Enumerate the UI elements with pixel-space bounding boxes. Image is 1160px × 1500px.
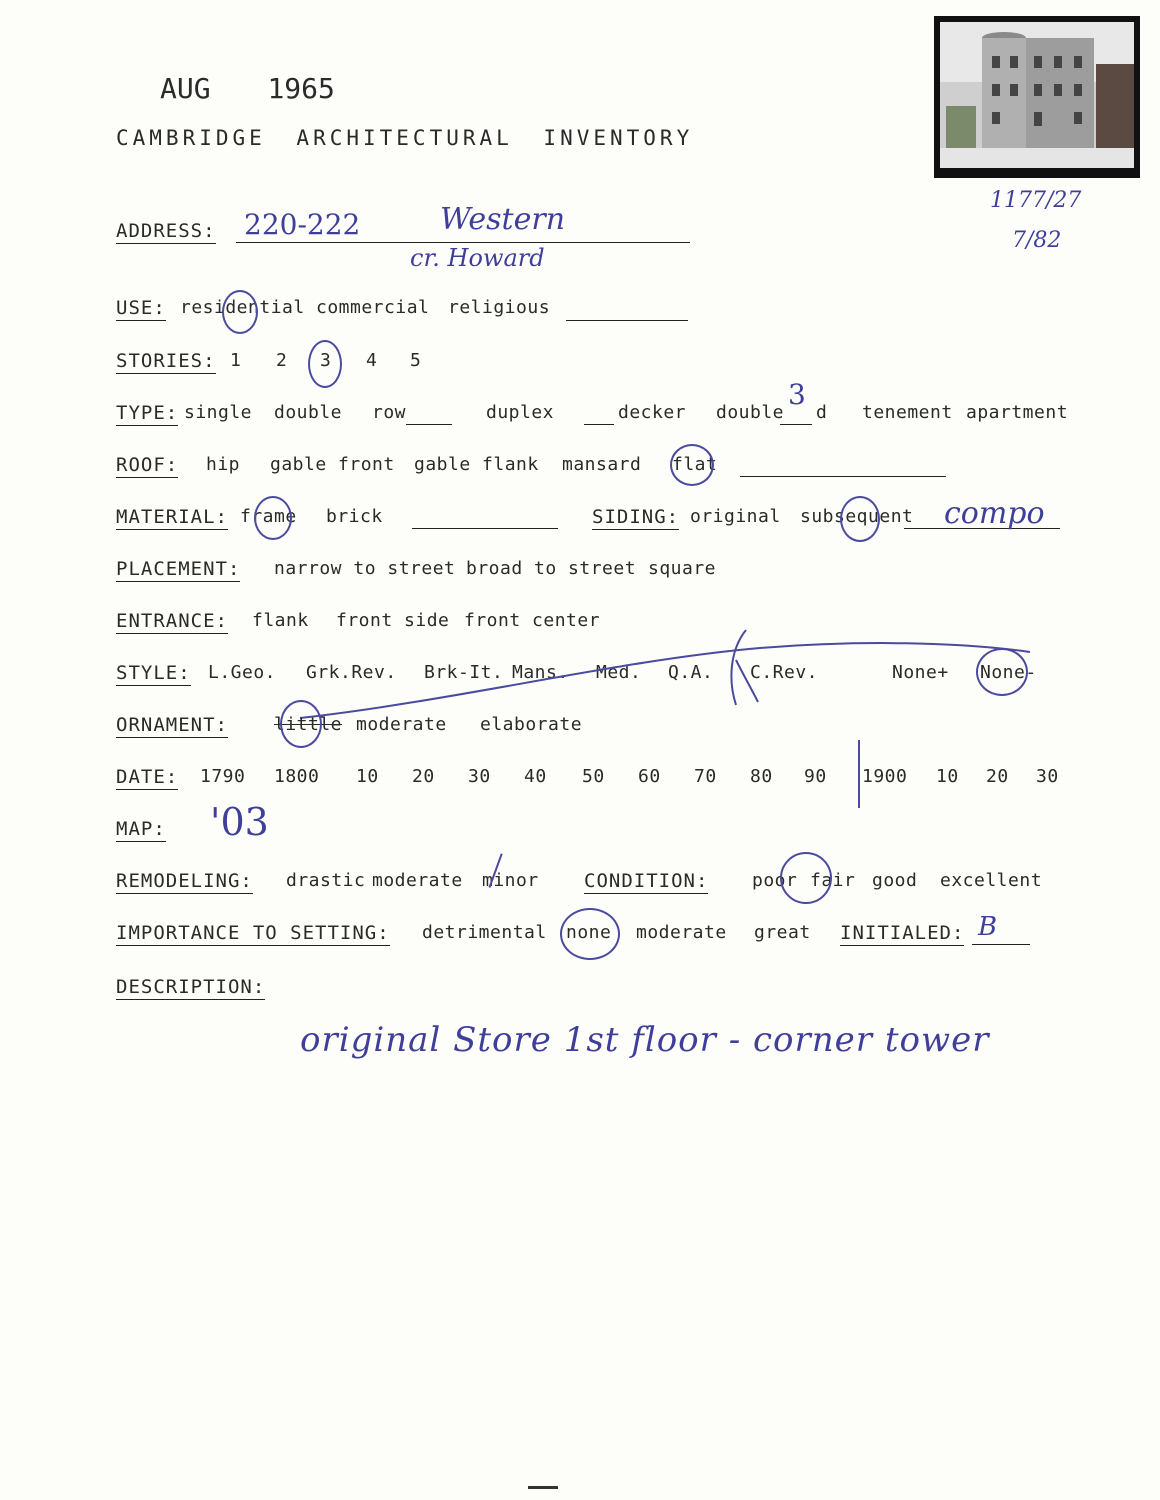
date-option-1860[interactable]: 60 (638, 766, 661, 787)
condition-selected-mark (780, 852, 832, 904)
type-label: TYPE: (116, 402, 179, 424)
siding-option-subsequent[interactable]: subsequent (800, 506, 914, 527)
type-handwritten: 3 (788, 378, 806, 411)
use-label: USE: (116, 297, 166, 319)
date-option-1840[interactable]: 40 (524, 766, 547, 787)
siding-option-original[interactable]: original (690, 506, 781, 527)
entrance-option-front-side[interactable]: front side (336, 610, 450, 631)
type-option-d: d (816, 402, 828, 423)
style-option-none-plus[interactable]: None+ (892, 662, 949, 683)
initialed-handwritten: B (978, 912, 998, 942)
stories-option-1[interactable]: 1 (230, 350, 242, 371)
roof-label: ROOF: (116, 454, 179, 476)
placement-option-square[interactable]: square (648, 558, 717, 579)
type-option-double[interactable]: double (274, 402, 343, 423)
placement-label: PLACEMENT: (116, 558, 241, 580)
stories-option-5[interactable]: 5 (410, 350, 422, 371)
date-label: DATE: (116, 766, 179, 788)
date-option-1820[interactable]: 20 (412, 766, 435, 787)
map-label: MAP: (116, 818, 166, 840)
type-option-double-d[interactable]: double (716, 402, 785, 423)
date-option-1830[interactable]: 30 (468, 766, 491, 787)
roof-option-mansard[interactable]: mansard (562, 454, 642, 475)
type-option-tenement[interactable]: tenement (862, 402, 953, 423)
entrance-option-front-center[interactable]: front center (464, 610, 601, 631)
roof-option-hip[interactable]: hip (206, 454, 241, 475)
use-option-residential[interactable]: residential (180, 297, 305, 318)
date-option-1880[interactable]: 80 (750, 766, 773, 787)
remodeling-option-drastic[interactable]: drastic (286, 870, 366, 891)
type-option-decker[interactable]: decker (618, 402, 687, 423)
style-option-mans[interactable]: Mans. (512, 662, 569, 683)
condition-option-excellent[interactable]: excellent (940, 870, 1043, 891)
entrance-option-flank[interactable]: flank (252, 610, 309, 631)
address-number: 220-222 (244, 208, 361, 241)
date-option-1890[interactable]: 90 (804, 766, 827, 787)
condition-option-poor[interactable]: poor (752, 870, 798, 891)
stories-option-3[interactable]: 3 (320, 350, 332, 371)
style-option-med[interactable]: Med. (596, 662, 642, 683)
initialed-label: INITIALED: (840, 922, 965, 944)
type-option-duplex[interactable]: duplex (486, 402, 555, 423)
date-option-1900[interactable]: 1900 (862, 766, 908, 787)
type-option-row[interactable]: row (372, 402, 407, 423)
style-option-grkrev[interactable]: Grk.Rev. (306, 662, 397, 683)
date-option-1790[interactable]: 1790 (200, 766, 246, 787)
margin-note-ref2: 7/82 (1012, 228, 1062, 253)
entrance-label: ENTRANCE: (116, 610, 228, 632)
date-option-1810[interactable]: 10 (356, 766, 379, 787)
date-option-1930[interactable]: 30 (1036, 766, 1059, 787)
stories-option-2[interactable]: 2 (276, 350, 288, 371)
style-option-lgeo[interactable]: L.Geo. (208, 662, 277, 683)
roof-option-flat[interactable]: flat (672, 454, 718, 475)
date-option-1910[interactable]: 10 (936, 766, 959, 787)
initialed-line[interactable] (972, 944, 1030, 945)
header-month: AUG (160, 72, 211, 105)
ornament-selected-mark (280, 700, 322, 748)
date-option-1850[interactable]: 50 (582, 766, 605, 787)
stories-label: STORIES: (116, 350, 216, 372)
placement-option-broad[interactable]: broad to street (466, 558, 637, 579)
map-handwritten: '03 (210, 800, 269, 844)
style-label: STYLE: (116, 662, 191, 684)
remodeling-label: REMODELING: (116, 870, 253, 892)
ornament-option-moderate[interactable]: moderate (356, 714, 447, 735)
type-option-single[interactable]: single (184, 402, 253, 423)
ornament-option-little[interactable]: little (274, 714, 343, 735)
siding-handwritten: compo (944, 496, 1045, 531)
importance-label: IMPORTANCE TO SETTING: (116, 922, 390, 944)
placement-option-narrow[interactable]: narrow to street (274, 558, 456, 579)
siding-label: SIDING: (592, 506, 680, 528)
use-option-commercial[interactable]: commercial (316, 297, 430, 318)
description-handwritten: original Store 1st floor - corner tower (300, 1020, 990, 1060)
address-street: Western (440, 202, 566, 237)
use-option-religious[interactable]: religious (448, 297, 551, 318)
remodeling-option-moderate[interactable]: moderate (372, 870, 463, 891)
ornament-label: ORNAMENT: (116, 714, 228, 736)
description-label: DESCRIPTION: (116, 976, 266, 998)
header-year: 1965 (267, 72, 335, 105)
form-title: CAMBRIDGE ARCHITECTURAL INVENTORY (116, 126, 694, 150)
importance-option-moderate[interactable]: moderate (636, 922, 727, 943)
style-option-brkit[interactable]: Brk-It. (424, 662, 504, 683)
scan-mark (528, 1486, 558, 1489)
condition-option-fair[interactable]: fair (810, 870, 856, 891)
date-option-1870[interactable]: 70 (694, 766, 717, 787)
style-option-qa[interactable]: Q.A. (668, 662, 714, 683)
importance-option-great[interactable]: great (754, 922, 811, 943)
roof-option-gable-front[interactable]: gable front (270, 454, 395, 475)
address-corner: cr. Howard (410, 244, 545, 272)
type-option-apartment[interactable]: apartment (966, 402, 1069, 423)
importance-selected-mark (560, 908, 620, 960)
date-option-1800[interactable]: 1800 (274, 766, 320, 787)
material-option-brick[interactable]: brick (326, 506, 383, 527)
address-label: ADDRESS: (116, 220, 216, 242)
remodeling-option-minor[interactable]: minor (482, 870, 539, 891)
condition-label: CONDITION: (584, 870, 709, 892)
date-option-1920[interactable]: 20 (986, 766, 1009, 787)
importance-option-none[interactable]: none (566, 922, 612, 943)
material-option-frame[interactable]: frame (240, 506, 297, 527)
importance-option-detrimental[interactable]: detrimental (422, 922, 547, 943)
margin-note-ref1: 1177/27 (990, 188, 1082, 213)
date-selected-mark (858, 740, 860, 808)
material-label: MATERIAL: (116, 506, 228, 528)
style-option-crev[interactable]: C.Rev. (750, 662, 819, 683)
style-option-none-minus[interactable]: None- (980, 662, 1037, 683)
condition-option-good[interactable]: good (872, 870, 918, 891)
stories-option-4[interactable]: 4 (366, 350, 378, 371)
roof-option-gable-flank[interactable]: gable flank (414, 454, 539, 475)
ornament-option-elaborate[interactable]: elaborate (480, 714, 583, 735)
